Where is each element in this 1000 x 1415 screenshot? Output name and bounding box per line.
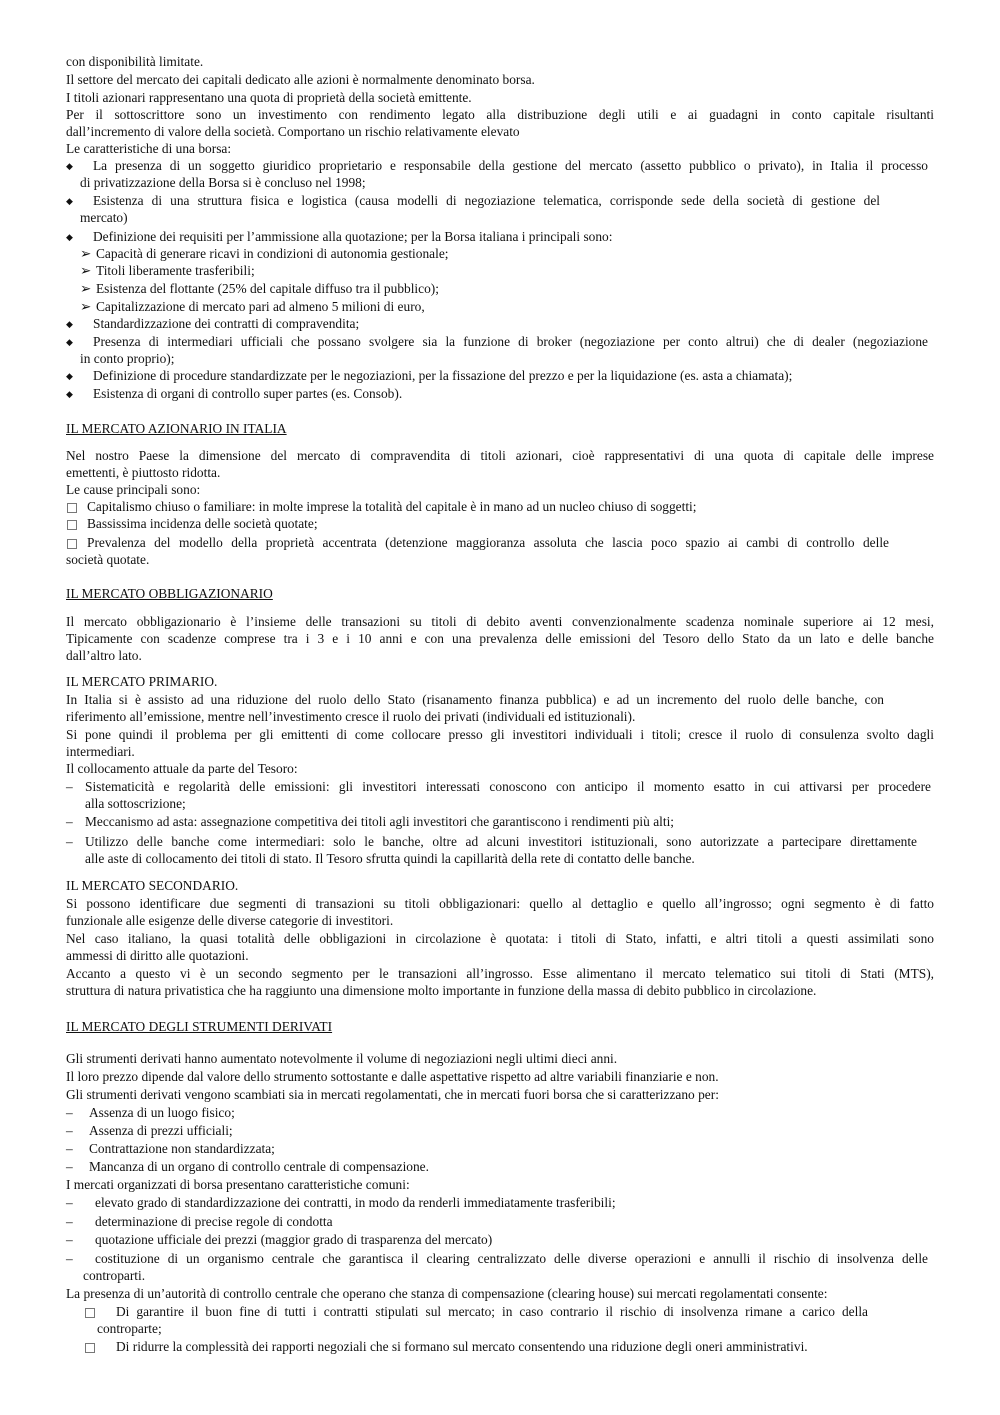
checkbox-bullet-icon — [67, 503, 77, 513]
arrow-bullet-icon: ➢ — [80, 281, 92, 296]
list-item-continuation: controparte; — [97, 1321, 162, 1336]
paragraph-line: La presenza di un’autorità di controllo centrale che operano che stanza di compensazione (clearing house) sui mercati regolamentati consente: — [66, 1286, 828, 1301]
list-item: Bassissima incidenza delle società quotate; — [87, 516, 318, 531]
section-heading: IL MERCATO AZIONARIO IN ITALIA — [66, 421, 287, 436]
list-item: elevato grado di standardizzazione dei contratti, in modo da renderli immediatamente trasferibili; — [95, 1195, 616, 1210]
paragraph-line: Il settore del mercato dei capitali dedicato alle azioni è normalmente denominato borsa. — [66, 72, 535, 87]
list-item: Esistenza di organi di controllo super partes (es. Consob). — [93, 386, 403, 401]
dash-bullet-icon: – — [66, 1123, 73, 1138]
paragraph-line: Tipicamente con scadenze comprese tra i 3 e i 10 anni e con una prevalenza delle emissioni del Tesoro dello Stato da un lato e delle banche — [66, 631, 934, 646]
list-item: Di garantire il buon fine di tutti i contratti stipulati sul mercato; in caso contrario il rischio di insolvenza rimane a carico della — [116, 1304, 868, 1319]
diamond-bullet-icon: ◆ — [66, 161, 73, 171]
section-heading: IL MERCATO OBBLIGAZIONARIO — [66, 586, 273, 601]
paragraph-line: Gli strumenti derivati vengono scambiati sia in mercati regolamentati, che in mercati fuori borsa che si caratterizzano per: — [66, 1087, 719, 1102]
list-item: Assenza di prezzi ufficiali; — [89, 1123, 233, 1138]
sub-list-item: Capitalizzazione di mercato pari ad almeno 5 milioni di euro, — [96, 299, 425, 314]
paragraph-line: Il collocamento attuale da parte del Tesoro: — [66, 761, 298, 776]
dash-bullet-icon: – — [66, 834, 73, 849]
list-item: Definizione di procedure standardizzate per le negoziazioni, per la fissazione del prezzo e per la liquidazione (es. asta a chiamata); — [93, 368, 793, 383]
paragraph-line: Accanto a questo vi è un secondo segmento per le transazioni all’ingrosso. Esse alimentano il mercato telematico sui titoli di Stati (MTS), — [66, 966, 934, 981]
dash-bullet-icon: – — [66, 1195, 73, 1210]
checkbox-bullet-icon — [67, 520, 77, 530]
paragraph-line: dall’incremento di valore della società. Comportano un rischio relativamente elevato — [66, 124, 520, 139]
list-item: Standardizzazione dei contratti di compravendita; — [93, 316, 360, 331]
section-heading: IL MERCATO SECONDARIO. — [66, 878, 239, 893]
dash-bullet-icon: – — [66, 1251, 73, 1266]
list-item: Esistenza di una struttura fisica e logistica (causa modelli di negoziazione telematica, corrisponde sede della società di gestione del — [93, 193, 880, 208]
dash-bullet-icon: – — [66, 1232, 73, 1247]
list-item-continuation: società quotate. — [66, 552, 150, 567]
arrow-bullet-icon: ➢ — [80, 246, 92, 261]
paragraph-line: intermediari. — [66, 744, 135, 759]
list-item: quotazione ufficiale dei prezzi (maggior grado di trasparenza del mercato) — [95, 1232, 493, 1247]
list-item: La presenza di un soggetto giuridico proprietario e responsabile della gestione del mercato (assetto pubblico o privato), in Italia il processo — [93, 158, 928, 173]
paragraph-line: con disponibilità limitate. — [66, 54, 204, 69]
list-item: Contrattazione non standardizzata; — [89, 1141, 275, 1156]
arrow-bullet-icon: ➢ — [80, 299, 92, 314]
list-item: Utilizzo delle banche come intermediari: solo le banche, oltre ad alcuni investitori istituzionali, sono autorizzate a partecipare direttamente — [85, 834, 917, 849]
list-item-continuation: controparti. — [83, 1268, 146, 1283]
paragraph-line: riferimento all’emissione, mentre nell’investimento cresce il ruolo dei privati (individuali ed istituzionali). — [66, 709, 636, 724]
paragraph-line: emettenti, è piuttosto ridotta. — [66, 465, 221, 480]
sub-list-item: Esistenza del flottante (25% del capitale diffuso tra il pubblico); — [96, 281, 439, 296]
diamond-bullet-icon: ◆ — [66, 232, 73, 242]
section-heading: IL MERCATO PRIMARIO. — [66, 674, 218, 689]
list-item-continuation: in conto proprio); — [80, 351, 175, 366]
paragraph-line: Il loro prezzo dipende dal valore dello strumento sottostante e dalle aspettative rispetto ad altre variabili finanziarie e non. — [66, 1069, 719, 1084]
diamond-bullet-icon: ◆ — [66, 337, 73, 347]
dash-bullet-icon: – — [66, 1159, 73, 1174]
dash-bullet-icon: – — [66, 1214, 73, 1229]
list-item: costituzione di un organismo centrale che garantisca il clearing centralizzato delle diverse operazioni e annulli il rischio di insolvenza delle — [95, 1251, 928, 1266]
diamond-bullet-icon: ◆ — [66, 196, 73, 206]
diamond-bullet-icon: ◆ — [66, 319, 73, 329]
paragraph-line: Le caratteristiche di una borsa: — [66, 141, 232, 156]
list-item: Prevalenza del modello della proprietà accentrata (detenzione maggioranza assoluta che lascia poco spazio ai cambi di controllo delle — [87, 535, 889, 550]
dash-bullet-icon: – — [66, 814, 73, 829]
checkbox-bullet-icon — [85, 1343, 95, 1353]
dash-bullet-icon: – — [66, 1105, 73, 1120]
dash-bullet-icon: – — [66, 779, 73, 794]
list-item: Capitalismo chiuso o familiare: in molte imprese la totalità del capitale è in mano ad un nucleo chiuso di soggetti; — [87, 499, 697, 514]
paragraph-line: I titoli azionari rappresentano una quota di proprietà della società emittente. — [66, 90, 472, 105]
sub-list-item: Titoli liberamente trasferibili; — [96, 263, 255, 278]
paragraph-line: Si pone quindi il problema per gli emittenti di come collocare presso gli investitori individuali i titoli; cresce il ruolo di consulenza svolto dagli — [66, 727, 934, 742]
list-item: Sistematicità e regolarità delle emissioni: gli investitori interessati conoscono con anticipo il momento esatto in cui attivarsi per procedere — [85, 779, 931, 794]
paragraph-line: ammessi di diritto alle quotazioni. — [66, 948, 249, 963]
list-item: Mancanza di un organo di controllo centrale di compensazione. — [89, 1159, 429, 1174]
list-item: Definizione dei requisiti per l’ammissione alla quotazione; per la Borsa italiana i principali sono: — [93, 229, 613, 244]
paragraph-line: In Italia si è assisto ad una riduzione del ruolo dello Stato (risanamento finanza pubblica) e ad un incremento del ruolo delle banche, con — [66, 692, 884, 707]
section-heading: IL MERCATO DEGLI STRUMENTI DERIVATI — [66, 1019, 333, 1034]
list-item-continuation: mercato) — [80, 210, 128, 225]
list-item-continuation: alle aste di collocamento dei titoli di stato. Il Tesoro sfrutta quindi la capillarità della rete di contatto delle banche. — [85, 851, 695, 866]
arrow-bullet-icon: ➢ — [80, 263, 92, 278]
sub-list-item: Capacità di generare ricavi in condizioni di autonomia gestionale; — [96, 246, 449, 261]
list-item: Di ridurre la complessità dei rapporti negoziali che si formano sul mercato consentendo una riduzione degli oneri amministrativi. — [116, 1339, 808, 1354]
list-item: Meccanismo ad asta: assegnazione competitiva dei titoli agli investitori che garantiscono i rendimenti più alti; — [85, 814, 675, 829]
diamond-bullet-icon: ◆ — [66, 389, 73, 399]
list-item-continuation: di privatizzazione della Borsa si è concluso nel 1998; — [80, 175, 366, 190]
diamond-bullet-icon: ◆ — [66, 371, 73, 381]
paragraph-line: Il mercato obbligazionario è l’insieme delle transazioni su titoli di debito aventi convenzionalmente scadenza nominale superiore ai 12 mesi, — [66, 614, 934, 629]
list-item-continuation: alla sottoscrizione; — [85, 796, 186, 811]
paragraph-line: Per il sottoscrittore sono un investimento con rendimento legato alla distribuzione degli utili e ai guadagni in conto capitale risultanti — [66, 107, 934, 122]
list-item: determinazione di precise regole di condotta — [95, 1214, 333, 1229]
paragraph-line: funzionale alle esigenze delle diverse categorie di investitori. — [66, 913, 394, 928]
paragraph-line: dall’altro lato. — [66, 648, 142, 663]
dash-bullet-icon: – — [66, 1141, 73, 1156]
paragraph-line: Nel nostro Paese la dimensione del mercato di compravendita di titoli azionari, cioè rappresentativi di una quota di capitale delle imprese — [66, 448, 934, 463]
list-item: Presenza di intermediari ufficiali che possano svolgere sia la funzione di broker (negoziazione per conto altrui) che di dealer (negoziazione — [93, 334, 928, 349]
checkbox-bullet-icon — [67, 539, 77, 549]
list-item: Assenza di un luogo fisico; — [89, 1105, 235, 1120]
checkbox-bullet-icon — [85, 1308, 95, 1318]
paragraph-line: Nel caso italiano, la quasi totalità delle obbligazioni in circolazione è quotata: i titoli di Stato, infatti, e altri titoli a questi assimilati sono — [66, 931, 934, 946]
paragraph-line: I mercati organizzati di borsa presentano caratteristiche comuni: — [66, 1177, 410, 1192]
paragraph-line: Si possono identificare due segmenti di transazioni su titoli obbligazionari: quello al dettaglio e quello all’ingrosso; ogni segmento è di fatto — [66, 896, 934, 911]
paragraph-line: Gli strumenti derivati hanno aumentato notevolmente il volume di negoziazioni negli ultimi dieci anni. — [66, 1051, 618, 1066]
paragraph-line: Le cause principali sono: — [66, 482, 201, 497]
paragraph-line: struttura di natura privatistica che ha raggiunto una dimensione molto importante in funzione della massa di debito pubblico in circolazione. — [66, 983, 817, 998]
